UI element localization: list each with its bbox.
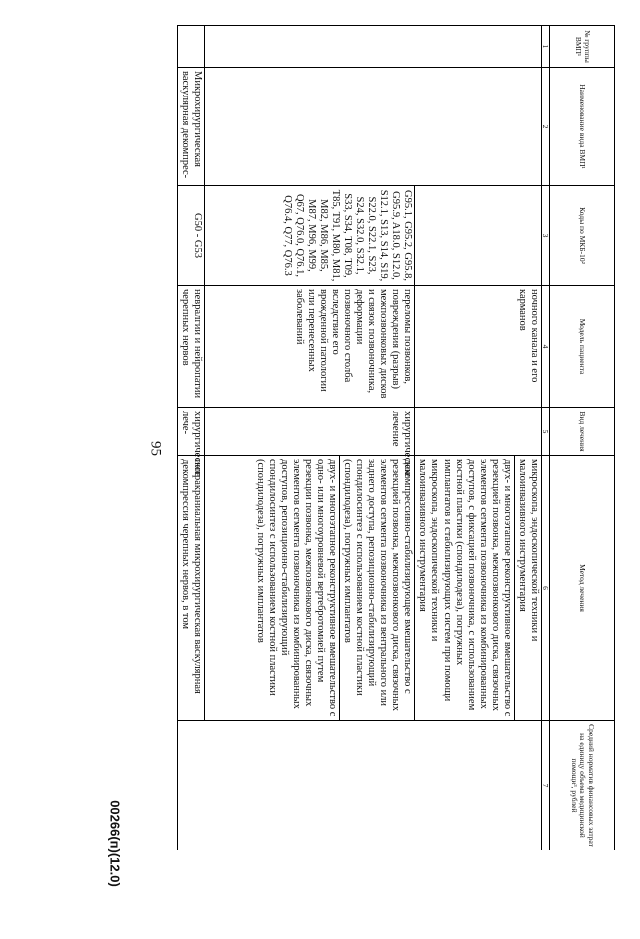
document-code: 00266(п)(12.0)	[107, 800, 123, 887]
cell-treatment-methods	[205, 456, 415, 721]
method-item: двух- и многоэтапное реконструктивное вмешательство с резекцией позвонка, межпозвонкового диска, связочных элементов сегмента позвоночника из комбинированных доступов, с фиксацией позвоночника, с использованием костной пластики (спондилодеза), погружных имплантатов и стабилизирующих систем при помощи микроскопа, эндоскопической техники и малоинвазивного инструментария	[416, 456, 515, 720]
cell-treatment-methods	[178, 456, 205, 721]
method-item: двух- и многоэтапное реконструктивное вмешательство с одно- или многоуровневой вертебротомией путем резекции позвонка, межпозвонкового диска, связочных элементов сегмента позвоночника из комбинированных доступов, репозиционно-стабилизирующий спондилосинтез с использованием костной пластики (спондилодеза), погружных имплантатов	[254, 456, 340, 720]
cell-icd-codes: G50 - G53	[178, 186, 205, 286]
cell-treatment-type: хирургическое лече-	[178, 408, 205, 456]
column-number-row	[542, 26, 550, 851]
header-icd-codes: Коды по МКБ-10²	[550, 186, 615, 286]
cell-treatment-type	[415, 408, 542, 456]
cell-treatment-methods	[415, 456, 542, 721]
cell-patient-model: ночного канала и его карманов	[415, 286, 542, 408]
cell-cost-norm	[178, 721, 542, 851]
header-vmp-name: Наименование вида ВМП¹	[550, 68, 615, 186]
cell-patient-model: невралгии и нейропатии черепных нервов	[178, 286, 205, 408]
method-item: интракраниальная микрохирургическая васкулярная декомпрессия черепных нервов, в том	[180, 459, 204, 694]
cell-group-number	[205, 26, 542, 68]
header-cost-norm: Средний норматив финансовых затрат на единицу объема медицинской помощи³, рублей	[550, 721, 615, 851]
cell-icd-codes: G95.1, G95.2, G95.8, G95.9, A18.0, S12.0, S12.1, S13, S14, S19, S22.0, S22.1, S23, S24, S32.0, S32.1, S33, S34, T08, T09, T85, T91, M80, M81, M82, M86, M85, M87, M96, M99, Q67, Q76.0, Q76.1, Q76.4, Q77, Q76.3	[205, 186, 415, 286]
vmp-table	[177, 25, 615, 850]
page-number: 95	[147, 441, 164, 456]
cell-vmp-name: Микрохирургическая васкулярная декомпрес-	[178, 68, 205, 186]
header-treatment-type: Вид лечения	[550, 408, 615, 456]
col-number: 5	[542, 408, 550, 456]
method-item: микроскопа, эндоскопической техники и малоинвазивного инструментария	[516, 459, 540, 642]
method-item: декомпрессивно-стабилизирующее вмешательство с резекцией позвонка, межпозвонкового диска, связочных элементов сегмента позвоночника из вентрального или заднего доступа, репозиционно-стабилизирующий спондилосинтез с использованием костной пластики (спондилодеза), погружных имплантатов	[342, 459, 414, 711]
cell-group-number	[178, 26, 205, 68]
rotated-table-area	[160, 25, 615, 850]
col-number: 3	[542, 186, 550, 286]
col-number: 4	[542, 286, 550, 408]
header-treatment-method: Метод лечения	[550, 456, 615, 721]
header-group-number: № группы ВМП¹	[550, 26, 615, 68]
table-row	[415, 26, 542, 851]
col-number: 6	[542, 456, 550, 721]
header-patient-model: Модель пациента	[550, 286, 615, 408]
header-row	[550, 26, 615, 851]
cell-vmp-name	[205, 68, 542, 186]
col-number: 2	[542, 68, 550, 186]
cell-patient-model: переломы позвонков, повреждения (разрыв) межпозвонковых дисков и связок позвоночника, деформации позвоночного столба вследствие его врожденной патологии или перенесенных заболеваний	[205, 286, 415, 408]
cell-icd-codes	[415, 186, 542, 286]
col-number: 1	[542, 26, 550, 68]
cell-treatment-type: хирургическое лечение	[205, 408, 415, 456]
col-number: 7	[542, 721, 550, 851]
table-container	[160, 25, 615, 850]
